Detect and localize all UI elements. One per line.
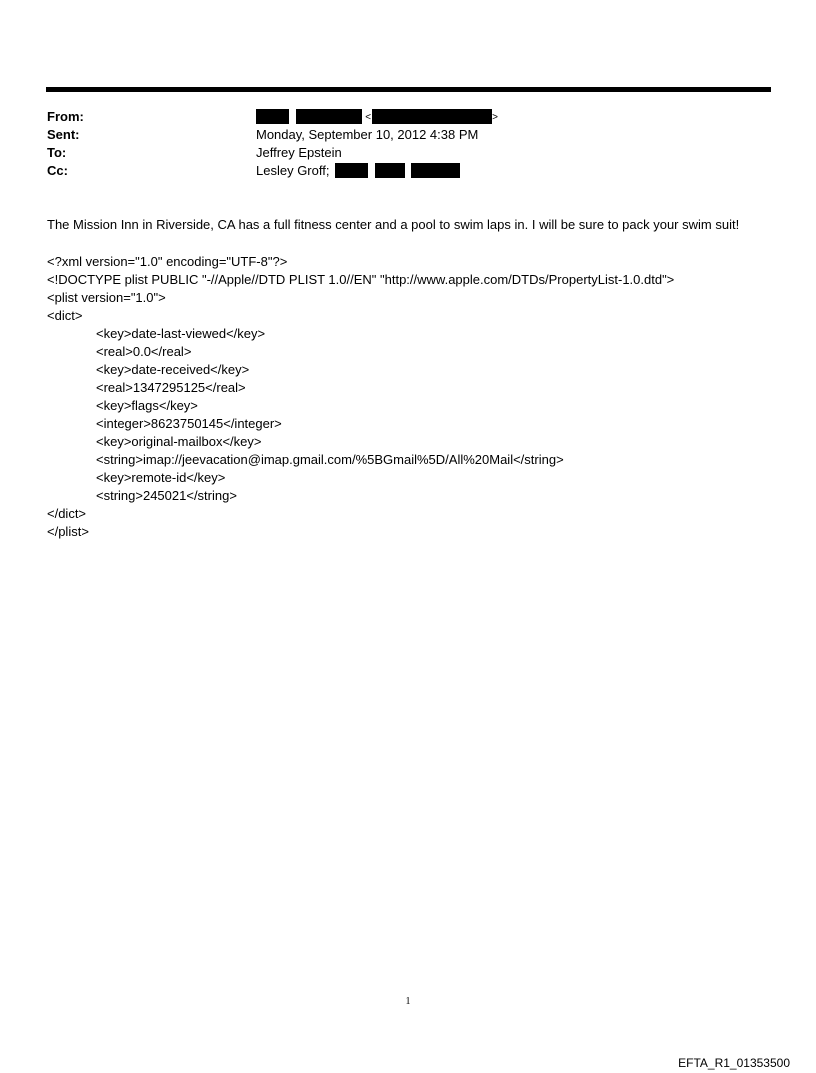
xml-plist-block: [47, 253, 772, 541]
sent-row: [47, 126, 767, 144]
top-rule: [46, 87, 771, 92]
cc-row: [47, 162, 767, 180]
cc-label: Cc:: [47, 163, 68, 178]
redaction-block: [296, 109, 362, 124]
redaction-block: [375, 163, 405, 178]
redaction-block: [411, 163, 460, 178]
xml-line: <key>date-last-viewed</key>: [96, 326, 266, 341]
page-number: 1: [405, 996, 411, 1007]
xml-line: <!DOCTYPE plist PUBLIC "-//Apple//DTD PLIST 1.0//EN" "http://www.apple.com/DTDs/PropertyList-1.0.dtd">: [47, 272, 675, 287]
from-row: [47, 108, 767, 126]
xml-line: <real>0.0</real>: [96, 344, 192, 359]
xml-line: </dict>: [47, 506, 87, 521]
xml-line: <string>245021</string>: [96, 488, 237, 503]
cc-value-group: [256, 162, 460, 180]
xml-line: <key>original-mailbox</key>: [96, 434, 262, 449]
xml-line: <key>flags</key>: [96, 398, 198, 413]
redaction-block: [256, 109, 289, 124]
xml-line: <plist version="1.0">: [47, 290, 166, 305]
from-close-bracket: >: [492, 112, 498, 123]
xml-line: <key>remote-id</key>: [96, 470, 226, 485]
sent-label: Sent:: [47, 127, 80, 142]
xml-line: </plist>: [47, 524, 89, 539]
to-row: [47, 144, 767, 162]
document-id: EFTA_R1_01353500: [678, 1056, 790, 1070]
xml-line: <real>1347295125</real>: [96, 380, 246, 395]
redaction-block: [335, 163, 368, 178]
cc-value: Lesley Groff;: [256, 163, 330, 178]
xml-line: <?xml version="1.0" encoding="UTF-8"?>: [47, 254, 288, 269]
xml-line: <string>imap://jeevacation@imap.gmail.com/%5BGmail%5D/All%20Mail</string>: [96, 452, 564, 467]
message-body: The Mission Inn in Riverside, CA has a full fitness center and a pool to swim laps in. I will be sure to pack your swim suit!: [47, 217, 740, 232]
xml-line: <key>date-received</key>: [96, 362, 250, 377]
xml-line: <dict>: [47, 308, 83, 323]
to-label: To:: [47, 145, 67, 160]
from-open-bracket: <: [365, 112, 372, 123]
to-value: Jeffrey Epstein: [256, 145, 342, 160]
xml-line: <integer>8623750145</integer>: [96, 416, 282, 431]
from-label: From:: [47, 109, 84, 124]
from-value: [256, 108, 498, 127]
redaction-block: [372, 109, 492, 124]
email-header: [47, 108, 767, 180]
sent-value: Monday, September 10, 2012 4:38 PM: [256, 127, 479, 142]
